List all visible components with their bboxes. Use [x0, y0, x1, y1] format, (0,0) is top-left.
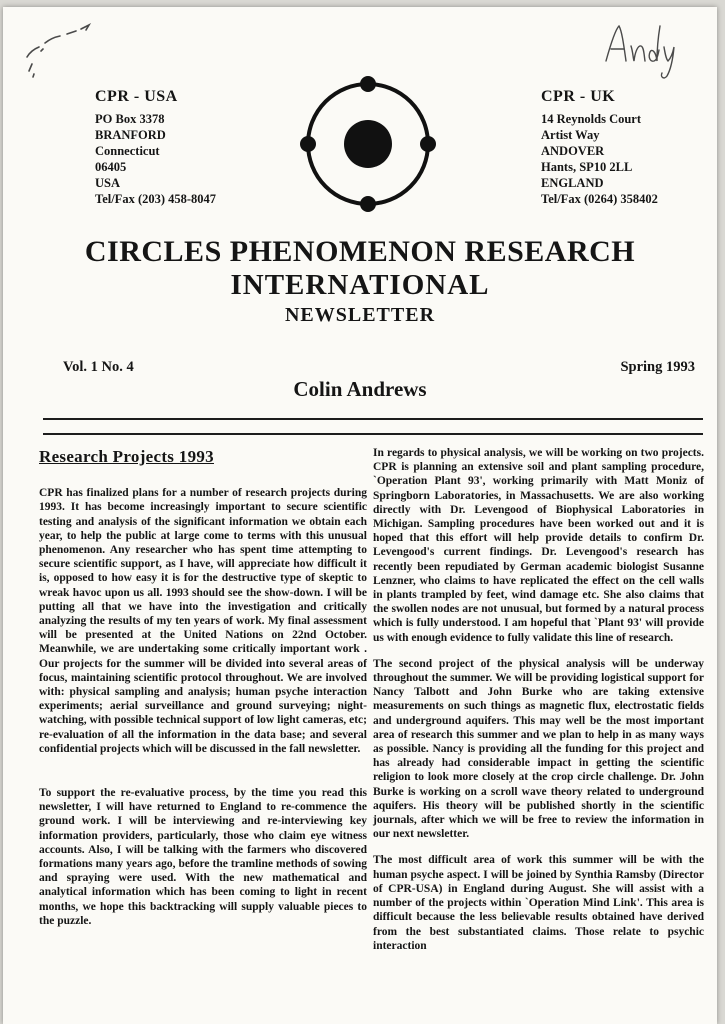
uk-line: 14 Reynolds Court: [541, 112, 642, 126]
newsletter-title-line3: NEWSLETTER: [284, 304, 436, 326]
issue-date: Spring 1993: [620, 359, 695, 375]
usa-line: 06405: [95, 160, 127, 174]
usa-line: USA: [95, 176, 121, 190]
volume-number: Vol. 1 No. 4: [63, 359, 134, 375]
newsletter-title-line2: INTERNATIONAL: [230, 269, 490, 301]
address-block-usa: [95, 89, 315, 207]
usa-title: CPR - USA: [95, 88, 178, 105]
body-paragraph: The second project of the physical analysis will be underway throughout the summer. We will be providing logistical support for Nancy Talbott and John Burke who are taking extensive measurements on such things as magnetic flux, electrostatic fields and underground aquifers. This may well be the most important area of research this summer and we plan to help in as many ways as possible. Nancy is providing all the funding for this project and has already had considerable impact in getting the scientific religion to look more closely at the crop circle challenge. Dr. John Burke is working on a scroll wave theory related to underground aquifers. His theory will be published shortly in the scientific journals, after which we will be free to review the information in our next newsletter.: [373, 657, 704, 841]
uk-line: ENGLAND: [541, 176, 604, 190]
body-paragraph: In regards to physical analysis, we will be working on two projects. CPR is planning an extensive soil and plant sampling procedure, `Operation Plant 93', working primarily with Matt Moniz of Springborn Laboratories, in Massachusetts. We are also working directly with Dr. Levengood of Biophysical Laboratories in Michigan. Sampling procedures have been worked out and it is hoped that this effort will help provide details to confirm Dr. Levengood's current findings. Dr. Levengood's research has recently been repudiated by German academic biologist Susanne Lenzner, who claims to have replicated the effect on the cell walls in plants trampled by feet, wind damage etc. She also claims that the swollen nodes are not unusual, but formed by a natural process which is fully understood. I am hopeful that `Plant 93' will provide us with enough evidence to fully validate this line of research.: [373, 447, 704, 644]
uk-line: Artist Way: [541, 128, 600, 142]
author-name: Colin Andrews: [293, 377, 427, 401]
uk-title: CPR - UK: [541, 88, 616, 105]
uk-line: Tel/Fax (0264) 358402: [541, 192, 658, 206]
issue-info-row: [63, 359, 695, 376]
address-block-uk: [541, 89, 717, 207]
body-paragraph: To support the re-evaluative process, by the time you read this newsletter, I will have returned to England to re-commence the ground work. I will be interviewing and re-interviewing key information providers, particularly, those who claim eye witness accounts. Also, I will be talking with the farmers who discovered formations many years ago, before the tramline methods of sowing and spraying were used. With the new mathematical and analytical information which has been coming to light in recent months, we hope this backtracking will supply valuable pieces to the puzzle.: [39, 787, 367, 927]
pen-scribble-icon: [15, 13, 135, 93]
usa-line: Connecticut: [95, 144, 160, 158]
right-column: [373, 446, 704, 965]
handwritten-name: [603, 19, 681, 81]
section-heading: Research Projects 1993: [39, 447, 214, 466]
divider-rule-top: [43, 418, 703, 420]
uk-line: ANDOVER: [541, 144, 605, 158]
masthead: [3, 235, 717, 328]
usa-line: Tel/Fax (203) 458-8047: [95, 192, 217, 206]
usa-line: BRANFORD: [95, 128, 166, 142]
left-column: [39, 447, 367, 958]
newsletter-page: [3, 7, 717, 1024]
crop-circle-logo-icon: [293, 69, 443, 219]
body-paragraph: CPR has finalized plans for a number of research projects during 1993. It has become increasingly important to secure scientific testing and analysis of the significant information we obtain each year, to help the public at large come to terms with this unusual phenomenon. Any researcher who has spent time attempting to secure scientific support, as I have, will appreciate how difficult it is, opposed to how easy it is for the destructive type of skeptic to wreak havoc upon us all. 1993 should see the show-down. I will be putting all that we have into the investigation and critically analyzing the results of my ten years of work. My final assessment will be presented at the United Nations on 22nd October. Meanwhile, we are undertaking some critically important work . Our projects for the summer will be divided into several areas of focus, maintaining scientific protocol throughout. We are involved with: physical sampling and analysis; human psyche interaction experiments; aerial surveillance and ground surveying; night-watching, with possible technical support of low light cameras, etc; re-evaluation of all the information in the data base; and several confidential projects which will be discussed in the fall newsletter.: [39, 487, 367, 755]
uk-line: Hants, SP10 2LL: [541, 160, 633, 174]
divider-rule-bottom: [43, 433, 703, 435]
usa-line: PO Box 3378: [95, 112, 165, 126]
body-paragraph: The most difficult area of work this summer will be with the human psyche aspect. I will be joined by Synthia Ramsby (Director of CPR-USA) in England during August. She will assist with a number of the projects within `Operation Mind Link'. This area is difficult because the less believable results obtained have derived from the best substantiated claims. Those relate to psychic interaction: [373, 854, 704, 952]
newsletter-title-line1: CIRCLES PHENOMENON RESEARCH: [84, 235, 636, 268]
